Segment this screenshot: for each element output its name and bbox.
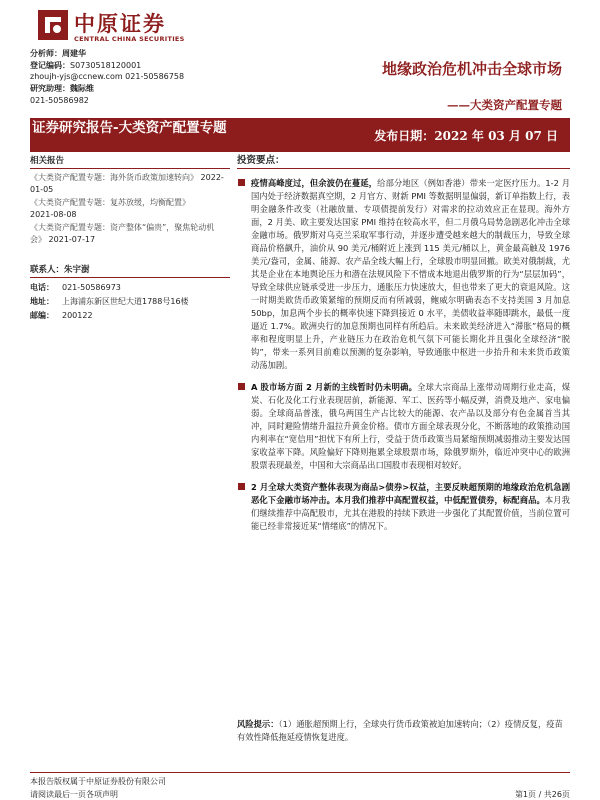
related-report-item[interactable] bbox=[30, 197, 230, 221]
investment-points bbox=[237, 152, 570, 542]
phone-label: 电话： bbox=[30, 283, 54, 292]
analyst-info bbox=[30, 48, 230, 107]
assistant-label: 研究助理： bbox=[30, 84, 70, 94]
reg-code: S0730518120001 bbox=[70, 60, 142, 70]
footer-copyright: 本报告版权属于中原证券股份有限公司 bbox=[30, 777, 166, 786]
related-report-title: 《大类资产配置专题：资产整体“偏贵”，聚焦轮动机会》 bbox=[30, 223, 215, 244]
footer-divider bbox=[30, 772, 570, 773]
assistant-name: 魏际维 bbox=[70, 84, 94, 94]
contact-person: 朱宇澍 bbox=[64, 265, 90, 275]
analyst-name: 周建华 bbox=[62, 49, 86, 58]
related-report-date: 2021-08-08 bbox=[30, 210, 77, 219]
left-sidebar bbox=[30, 152, 230, 323]
bullet-body: 给部分地区（例如香港）带来一定医疗压力。1-2 月国内处于经济数据真空期，2 月官方、财新 PMI 等数据明显偏弱，新订单指数上行，表明金融条件改变（社融放量、专项债提前发行）对需求的拉动效应正在显现。海外方面，2 月美、欧主要发达国家 PMI 维持在较高水平，但二月俄乌局势急剧恶化冲击全球金融市场。俄罗斯对乌克兰采取军事行动，并逐步遭受越来越大的制裁压力，导致全球商品价格飙升，油价从 90 美元/桶附近上涨到 115 美元/桶以上，黄金最高触及 1976 美元/盎司，金属、能源、农产品全线大幅上行，全球股市明显回撤。欧美对俄制裁，尤其是企业在本地舆论压力和潜在法规风险下不惜成本地退出俄罗斯的行为“层层加码”，导致全球供应链承受进一步压力，通胀压力快速放大，但也带来了更大的衰退风险。这一时期美欧货币政策紧缩的预期反而有所减弱，鲍威尔明确表态不支持美国 3 月加息 50bp，加息两个步长的概率快速下降到接近 0 水平，美债收益率随即跳水，最低一度逼近 1.7%。欧洲央行的加息预期也同样有所趋后。未来欧美经济进入“滞胀”格局的概率和程度明显上升，产业链压力在政治危机气氛下可能长期化并且强化全球经济“脱钩”，带来一系列目前难以预测的复杂影响，导致通胀中枢进一步抬升和未来货币政策动荡加剧。 bbox=[251, 178, 570, 370]
risk-body: （1）通胀超预期上行，全球央行货币政策被迫加速转向；（2）疫情反复，疫苗有效性降低拖延疫情恢复进度。 bbox=[237, 719, 563, 742]
contact-address-row bbox=[30, 295, 230, 309]
footer-disclaimer-link[interactable]: 请阅读最后一页各项声明 bbox=[30, 790, 118, 799]
zip-label: 邮编： bbox=[30, 311, 54, 320]
analyst-label: 分析师： bbox=[30, 49, 62, 58]
viewpoint-bullet bbox=[237, 177, 570, 372]
risk-label: 风险提示： bbox=[237, 719, 279, 729]
bullet-square-icon bbox=[238, 483, 245, 490]
footer-page-number: 第1页 / 共26页 bbox=[514, 790, 570, 799]
related-report-item[interactable] bbox=[30, 172, 230, 196]
logo-name-en: CENTRAL CHINA SECURITIES bbox=[74, 35, 185, 43]
bullet-body: 本月我们继续推荐中高配股市，尤其在港股的持续下跌进一步强化了其配置价值，当前位置可能已经非常接近某“情绪底”的情况下。 bbox=[251, 495, 570, 531]
logo-mark-icon bbox=[38, 10, 68, 40]
risk-warning bbox=[237, 718, 570, 744]
report-category: 证券研究报告-大类资产配置专题 bbox=[32, 120, 227, 136]
bullet-lead: 2 月全球大类资产整体表现为商品>债券>权益，主要反映超预期的地缘政治危机急剧恶化下金融市场冲击。本月我们推荐中高配置权益，中低配置债券，标配商品。 bbox=[251, 482, 570, 505]
reg-label: 登记编码： bbox=[30, 60, 70, 70]
related-report-item[interactable] bbox=[30, 222, 230, 246]
related-report-date: 2021-07-17 bbox=[48, 235, 96, 244]
bullet-square-icon bbox=[238, 179, 245, 186]
address-label: 地址： bbox=[30, 297, 54, 306]
zip-value: 200122 bbox=[62, 311, 93, 320]
contact-phone-row bbox=[30, 281, 230, 295]
related-report-title: 《大类资产配置专题：复苏放缓，均衡配置》 bbox=[30, 198, 190, 207]
logo-name-cn: 中原证券 bbox=[74, 11, 166, 36]
contact-person-label: 联系人： bbox=[30, 265, 65, 275]
phone-value: 021-50586973 bbox=[62, 283, 121, 292]
report-title: 地缘政治危机冲击全球市场 bbox=[381, 60, 562, 78]
bullet-lead: A 股市场方面 2 月新的主线暂时仍未明确。 bbox=[251, 382, 418, 392]
report-banner bbox=[30, 118, 570, 152]
title-block bbox=[382, 58, 562, 113]
related-reports-heading: 相关报告 bbox=[30, 152, 230, 169]
company-logo bbox=[38, 8, 188, 46]
address-value: 上海浦东新区世纪大道1788号16楼 bbox=[62, 297, 189, 306]
bullet-square-icon bbox=[238, 383, 245, 390]
related-report-date: 2022-01-05 bbox=[30, 173, 224, 194]
viewpoint-bullet bbox=[237, 381, 570, 472]
report-subtitle: ——大类资产配置专题 bbox=[447, 98, 562, 112]
publish-date bbox=[374, 127, 558, 144]
bullet-body: 全球大宗商品上涨带动周期行业走高，煤炭、石化及化工行业表现居前，新能源、军工、医药等小幅反弹，消费及地产、家电偏弱。全球商品普涨，俄乌两国生产占比较大的能源、农产品以及部分有色金属首当其冲，同时避险情绪升温拉升黄金价格。债市方面全球表现分化，不断落地的政策推动国内利率在“宽信用”担忧下有所上行，受益于货币政策当局紧缩预期减弱推动主要发达国家收益率下降。风险偏好下降则拖累全球股票市场，除俄罗斯外，临近冲突中心的欧洲股票表现最差，中国和大宗商品出口国股市表现相对较好。 bbox=[251, 382, 570, 470]
assistant-phone: 021-50586982 bbox=[30, 95, 89, 105]
contact-heading bbox=[30, 261, 230, 278]
analyst-contact[interactable]: zhoujh-yjs@ccnew.com 021-50586758 bbox=[30, 72, 185, 82]
publish-date-label: 发布日期： bbox=[374, 129, 435, 143]
publish-date-value: 2022 年 03 月 07 日 bbox=[434, 129, 558, 143]
related-report-title: 《大类资产配置专题：海外货币政策加速转向》 bbox=[30, 173, 198, 182]
viewpoint-bullet bbox=[237, 481, 570, 533]
investment-points-heading: 投资要点： bbox=[237, 152, 570, 169]
bullet-lead: 疫情高峰度过，但余波仍在蔓延， bbox=[251, 178, 378, 188]
contact-zip-row bbox=[30, 309, 230, 323]
